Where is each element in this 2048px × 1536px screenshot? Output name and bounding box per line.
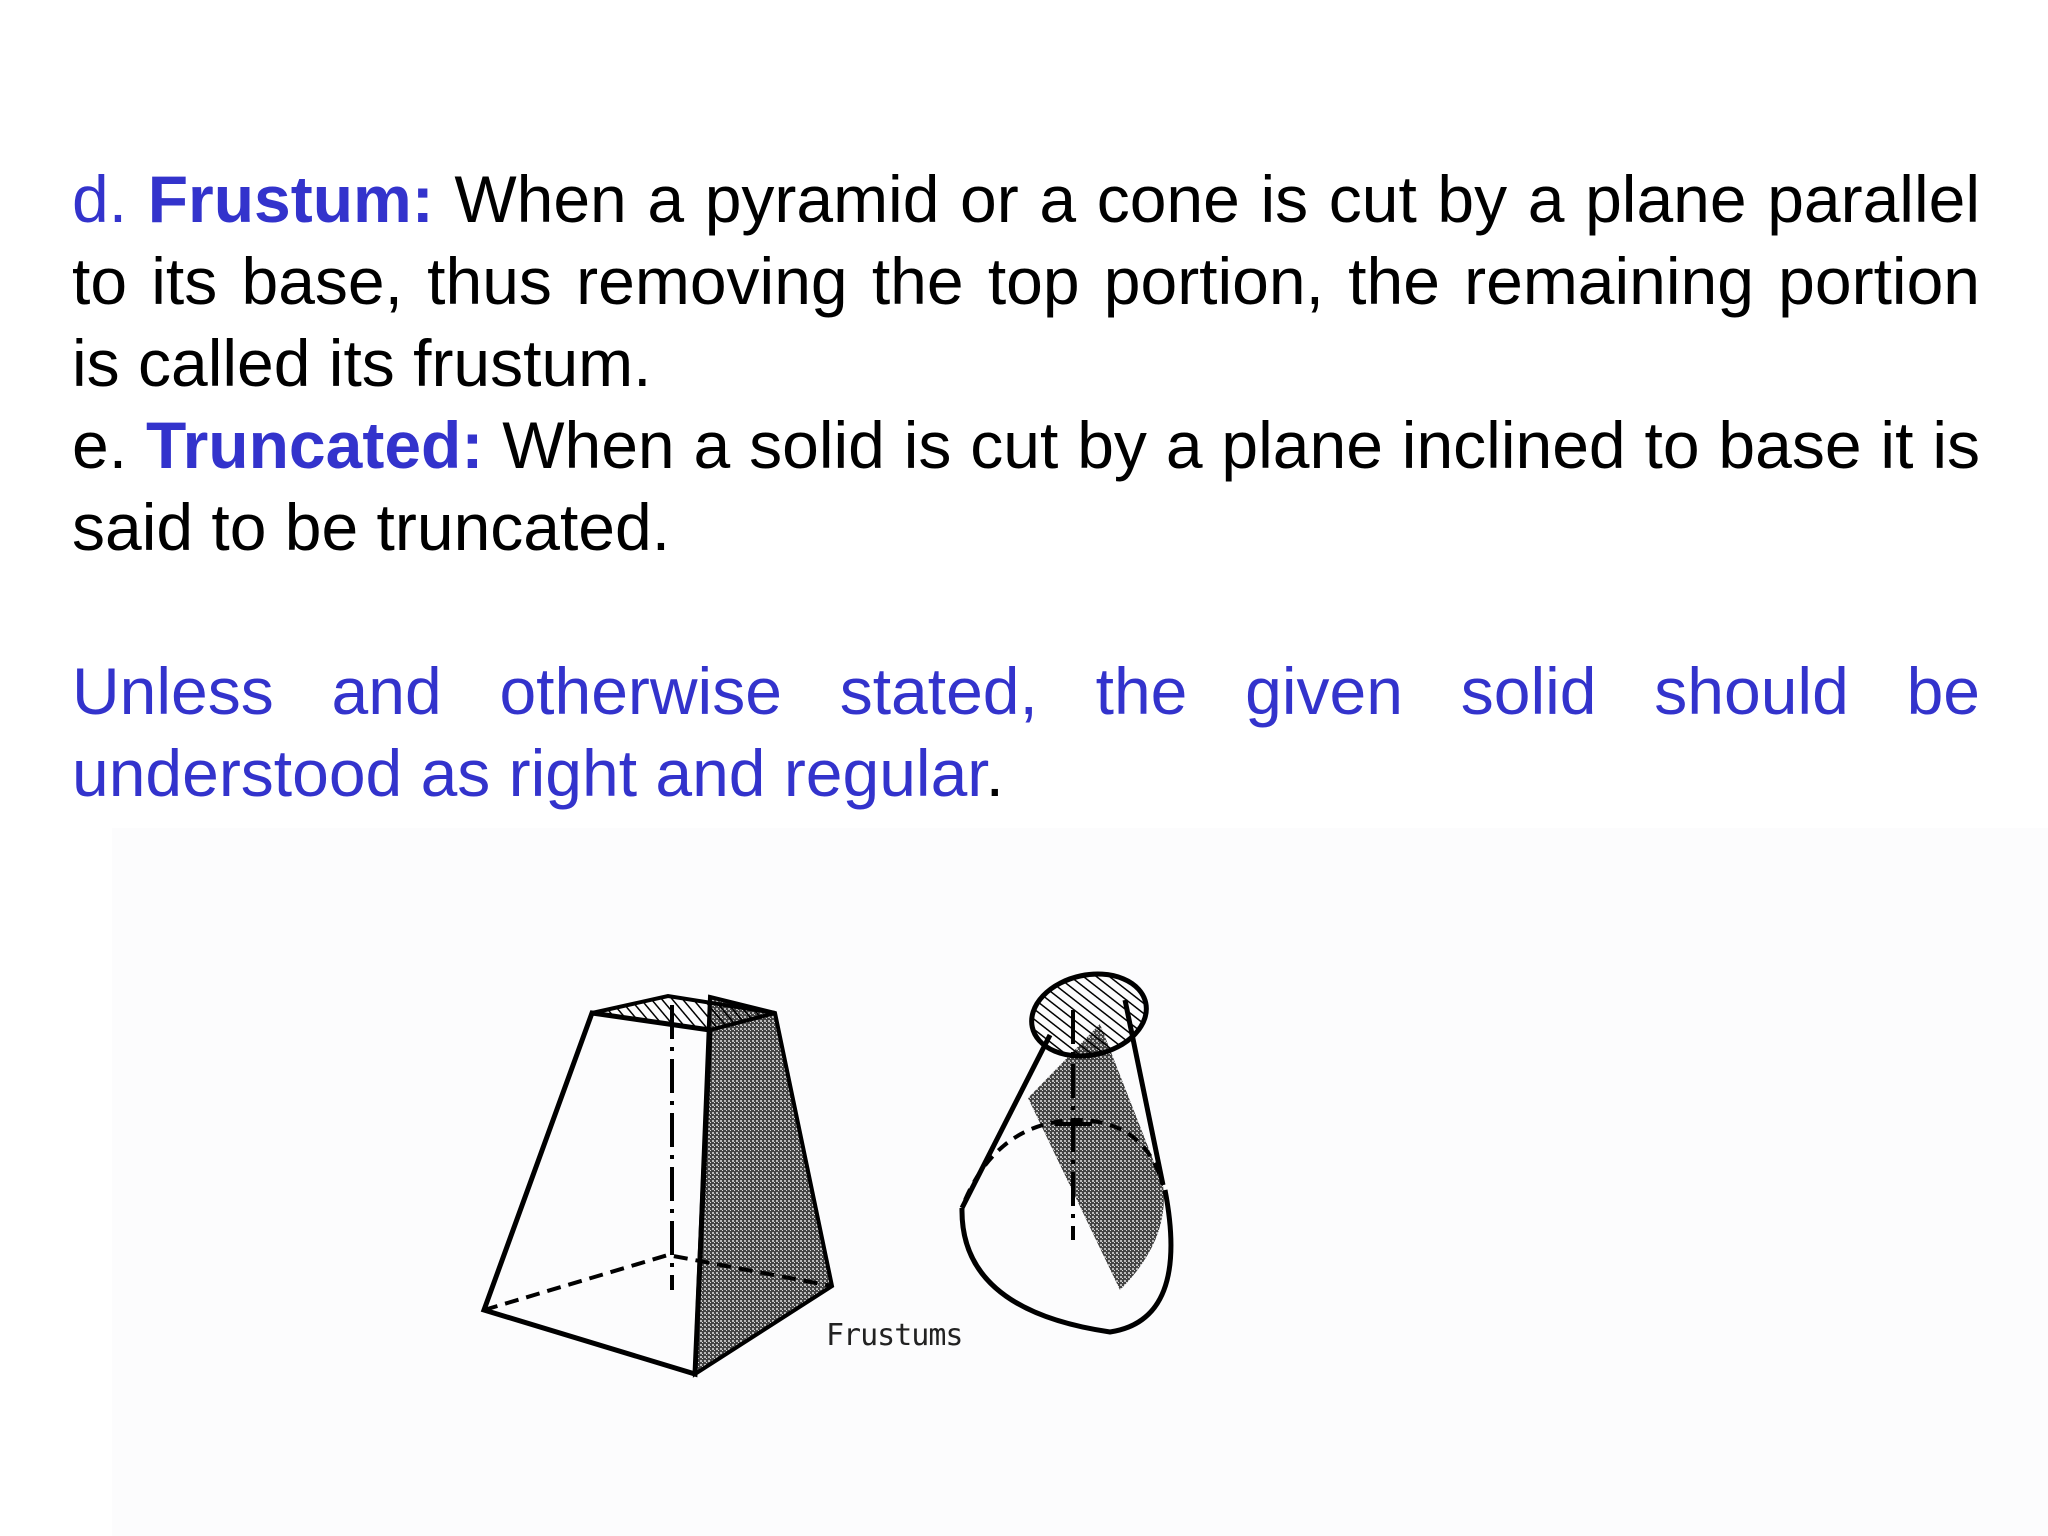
frustum-definition: When a pyramid or a cone is cut by a plane parallel to its base, thus removing the top portion, the remaining portion is called its frustum.: [72, 162, 1981, 400]
truncated-paragraph: [72, 404, 1980, 568]
truncated-term: Truncated:: [145, 408, 484, 482]
frustum-term: Frustum:: [147, 162, 434, 236]
note-period: .: [985, 736, 1004, 810]
pyramid-frustum-drawing: [484, 996, 832, 1374]
pyramid-shaded-face: [695, 997, 832, 1374]
note-paragraph: [72, 650, 1980, 814]
figure-caption: Frustums: [826, 1318, 963, 1353]
frustums-figure: [400, 900, 1360, 1380]
frustum-paragraph: [72, 158, 1980, 404]
paragraph-spacer: [72, 568, 1980, 650]
cone-frustum-drawing: [962, 964, 1171, 1332]
note-text: Unless and otherwise stated, the given solid should be understood as right and regular: [72, 654, 1980, 810]
body-text: [72, 158, 1980, 814]
frustum-prefix: d.: [72, 162, 128, 236]
pyramid-front-face: [484, 1013, 710, 1374]
truncated-definition: When a solid is cut by a plane inclined to base it is said to be truncated.: [72, 408, 1980, 564]
cone-shaded-band: [1028, 1024, 1164, 1290]
truncated-prefix: e.: [72, 408, 128, 482]
